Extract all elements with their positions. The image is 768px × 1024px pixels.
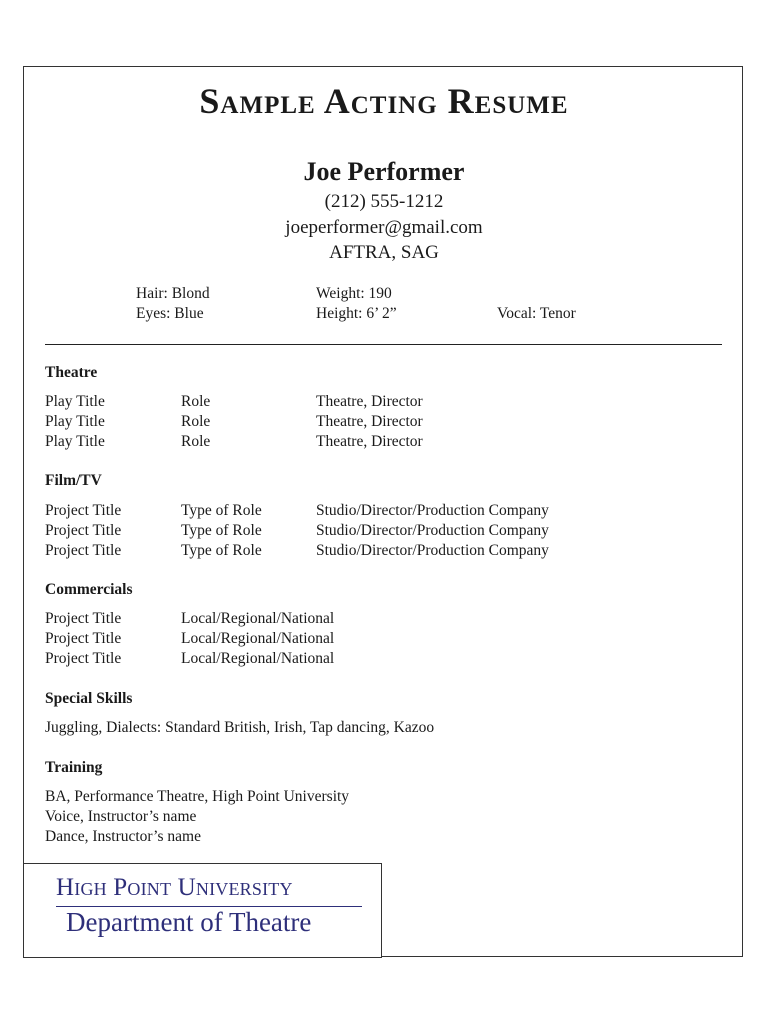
section-heading-special-skills: Special Skills bbox=[45, 690, 133, 707]
theatre-row-3-venue: Theatre, Director bbox=[316, 433, 423, 450]
film-row-2-role: Type of Role bbox=[181, 522, 262, 539]
theatre-row-2-title: Play Title bbox=[45, 413, 105, 430]
commercial-row-2-title: Project Title bbox=[45, 630, 122, 647]
theatre-row-2-venue: Theatre, Director bbox=[316, 413, 423, 430]
film-row-3-company: Studio/Director/Production Company bbox=[316, 542, 549, 559]
film-row-2-title: Project Title bbox=[45, 522, 122, 539]
header-divider bbox=[45, 344, 722, 345]
film-row-2-company: Studio/Director/Production Company bbox=[316, 522, 549, 539]
stat-hair: Hair: Blond bbox=[136, 285, 210, 302]
theatre-row-3-role: Role bbox=[181, 433, 211, 450]
performer-phone: (212) 555-1212 bbox=[324, 191, 444, 212]
training-line-1: BA, Performance Theatre, High Point University bbox=[45, 788, 350, 805]
film-row-3-role: Type of Role bbox=[181, 542, 262, 559]
training-line-3: Dance, Instructor’s name bbox=[45, 828, 201, 845]
stat-eyes: Eyes: Blue bbox=[136, 305, 204, 322]
training-line-2: Voice, Instructor’s name bbox=[45, 808, 197, 825]
stat-weight: Weight: 190 bbox=[316, 285, 392, 302]
resume-title: Sample Acting Resume bbox=[199, 81, 569, 121]
film-row-1-company: Studio/Director/Production Company bbox=[316, 502, 549, 519]
theatre-row-3-title: Play Title bbox=[45, 433, 105, 450]
performer-name: Joe Performer bbox=[303, 157, 465, 186]
film-row-1-title: Project Title bbox=[45, 502, 122, 519]
film-row-1-role: Type of Role bbox=[181, 502, 262, 519]
section-heading-film-tv: Film/TV bbox=[45, 472, 102, 489]
university-logo-name: High Point University bbox=[56, 874, 293, 901]
stat-height: Height: 6’ 2” bbox=[316, 305, 397, 322]
theatre-row-2-role: Role bbox=[181, 413, 211, 430]
commercial-row-3-title: Project Title bbox=[45, 650, 122, 667]
university-logo-department: Department of Theatre bbox=[66, 907, 312, 937]
section-heading-training: Training bbox=[45, 759, 103, 776]
commercial-row-1-title: Project Title bbox=[45, 610, 122, 627]
performer-email: joeperformer@gmail.com bbox=[285, 217, 483, 238]
section-heading-commercials: Commercials bbox=[45, 581, 133, 598]
special-skills-text: Juggling, Dialects: Standard British, Irish, Tap dancing, Kazoo bbox=[45, 719, 435, 736]
stat-vocal: Vocal: Tenor bbox=[497, 305, 576, 322]
performer-unions: AFTRA, SAG bbox=[329, 242, 439, 263]
commercial-row-1-market: Local/Regional/National bbox=[181, 610, 335, 627]
commercial-row-2-market: Local/Regional/National bbox=[181, 630, 335, 647]
theatre-row-1-role: Role bbox=[181, 393, 211, 410]
section-heading-theatre: Theatre bbox=[45, 364, 98, 381]
theatre-row-1-title: Play Title bbox=[45, 393, 105, 410]
film-row-3-title: Project Title bbox=[45, 542, 122, 559]
theatre-row-1-venue: Theatre, Director bbox=[316, 393, 423, 410]
commercial-row-3-market: Local/Regional/National bbox=[181, 650, 335, 667]
